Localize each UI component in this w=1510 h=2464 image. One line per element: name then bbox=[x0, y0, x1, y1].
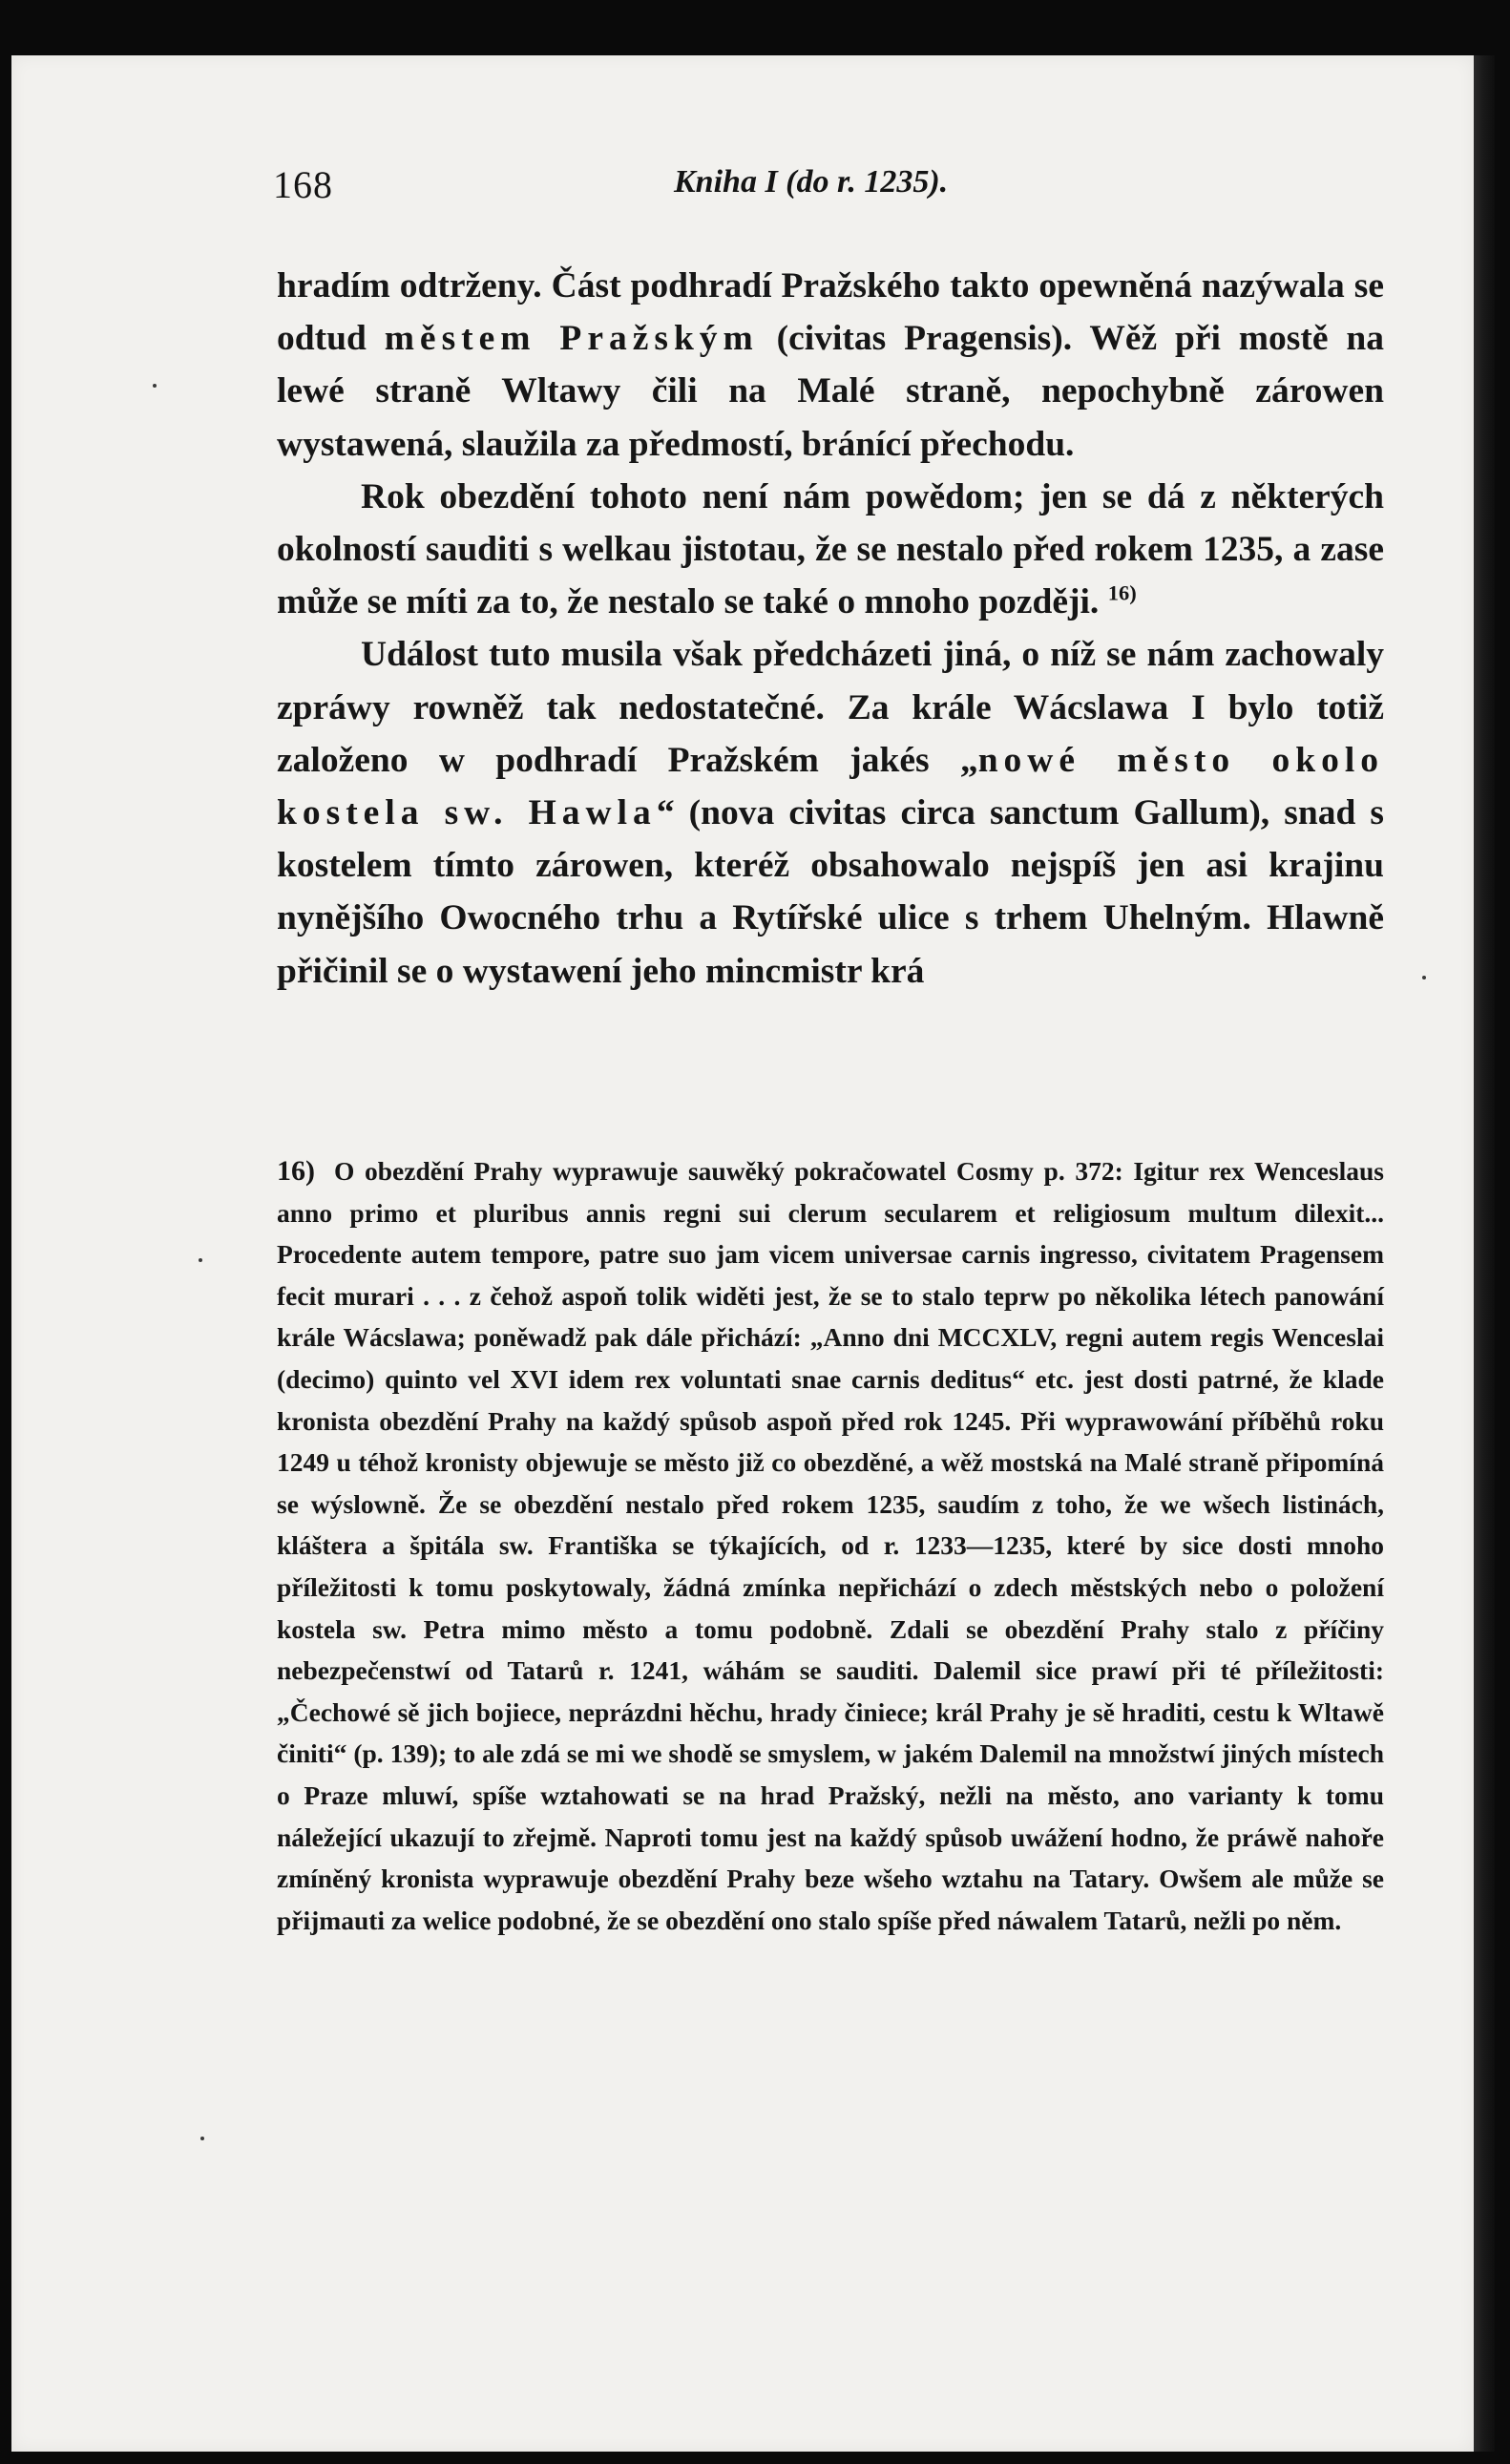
footnote bbox=[277, 1150, 1384, 1941]
paper-speck bbox=[153, 384, 157, 388]
paragraph-1 bbox=[277, 260, 1384, 471]
footnote-mark: 16) bbox=[277, 1155, 315, 1187]
paragraph-1-emphasis: městem Pražským bbox=[384, 319, 759, 359]
page-header bbox=[0, 162, 1510, 210]
paragraph-3 bbox=[277, 628, 1384, 997]
paper-speck bbox=[1422, 976, 1426, 979]
paragraph-2-text: Rok obezdění tohoto není nám powědom; jen se dá z některých okolností sauditi s welkau jistotau, že se nestalo před rokem 1235, a zase může se míti za to, že nestalo se také o mnoho později. bbox=[277, 476, 1384, 622]
paragraph-1-text-b: (civitas Pragensis). Wěž při mostě na lewé straně Wltawy čili na Malé straně, nepochybně zárowen wystawená, slaužila za předmostí, bránící přechodu. bbox=[277, 319, 1384, 464]
page-number: 168 bbox=[273, 163, 333, 206]
paragraph-3-emphasis: nowé město okolo kostela sw. Hawla bbox=[277, 740, 1384, 833]
paragraph-2 bbox=[277, 471, 1384, 629]
footnote-paragraph bbox=[277, 1150, 1384, 1941]
book-spine-edge bbox=[1474, 55, 1495, 2452]
paper-speck bbox=[199, 1258, 202, 1262]
paper-speck bbox=[200, 2137, 204, 2140]
paragraph-3-text-a: Událost tuto musila však předcházeti jiná, o níž se nám zachowaly zpráwy rowněž tak nedostatečné. Za krále Wácslawa I bylo totiž založeno w podhradí Pražském jakés „ bbox=[277, 635, 1384, 780]
running-head: Kniha I (do r. 1235). bbox=[674, 164, 949, 200]
footnote-text: O obezdění Prahy wyprawuje sauwěký pokračowatel Cosmy p. 372: Igitur rex Wenceslaus anno primo et pluribus annis regni sui clerum secularem et religiosum multum dilexit... Procedente autem tempore, patre suo jam vicem universae carnis ingresso, civitatem Pragensem fecit murari . . . z čehož aspoň tolik widěti jest, že se to stalo teprw po několika létech panowání krále Wácslawa; poněwadž pak dále přichází: „Anno dni MCCXLV, regni autem regis Wenceslai (decimo) quinto vel XVI idem rex voluntati snae carnis deditus“ etc. jest dosti patrné, že klade kronista obezdění Prahy na každý spůsob aspoň před rok 1245. Při wyprawowání příběhů roku 1249 u téhož kronisty objewuje se město již co obezděné, a wěž mostská na Malé straně připomíná se wýslowně. Že se obezdění nestalo před rokem 1235, saudím z toho, že we wšech listinách, kláštera a špitála sw. Františka se týkajících, od r. 1233—1235, které by sice dosti mnoho příležitosti k tomu poskytowaly, žádná zmínka nepřichází o zdech městských nebo o položení kostela sw. Petra mimo město a tomu podobně. Zdali se obezdění Prahy stalo z příčiny nebezpečenstwí od Tatarů r. 1241, wáhám se sauditi. Dalemil sice prawí při té příležitosti: „Čechowé sě jich bojiece, neprázdni hěchu, hrady činiece; král Prahy je sě hraditi, cestu k Wltawě činiti“ (p. 139); to ale zdá se mi we shodě se smyslem, w jakém Dalemil na množstwí jiných místech o Praze mluwí, spíše wztahowati se na hrad Pražský, nežli na město, ano varianty k tomu náležející ukazují to zřejmě. Naproti tomu jest na každý spůsob uwážení hodno, že práwě nahoře zmíněný kronista wyprawuje obezdění Prahy beze wšeho wztahu na Tatary. Owšem ale může se přijmauti za welice podobné, že se obezdění ono stalo spíše před náwalem Tatarů, nežli po něm. bbox=[277, 1156, 1384, 1935]
paragraph-1-text-a: hradím odtrženy. Část podhradí Pražského takto opewněná nazýwala se odtud bbox=[277, 266, 1384, 359]
footnote-reference: 16) bbox=[1107, 580, 1137, 605]
main-text bbox=[277, 260, 1384, 998]
paragraph-3-text-b: “ (nova civitas circa sanctum Gallum), snad s kostelem tímto zárowen, kteréž obsahowalo nejspíš jen asi krajinu nynějšího Owocného trhu a Rytířské ulice s trhem Uhelným. Hlawně přičinil se o wystawení jeho mincmistr krá bbox=[277, 793, 1384, 991]
